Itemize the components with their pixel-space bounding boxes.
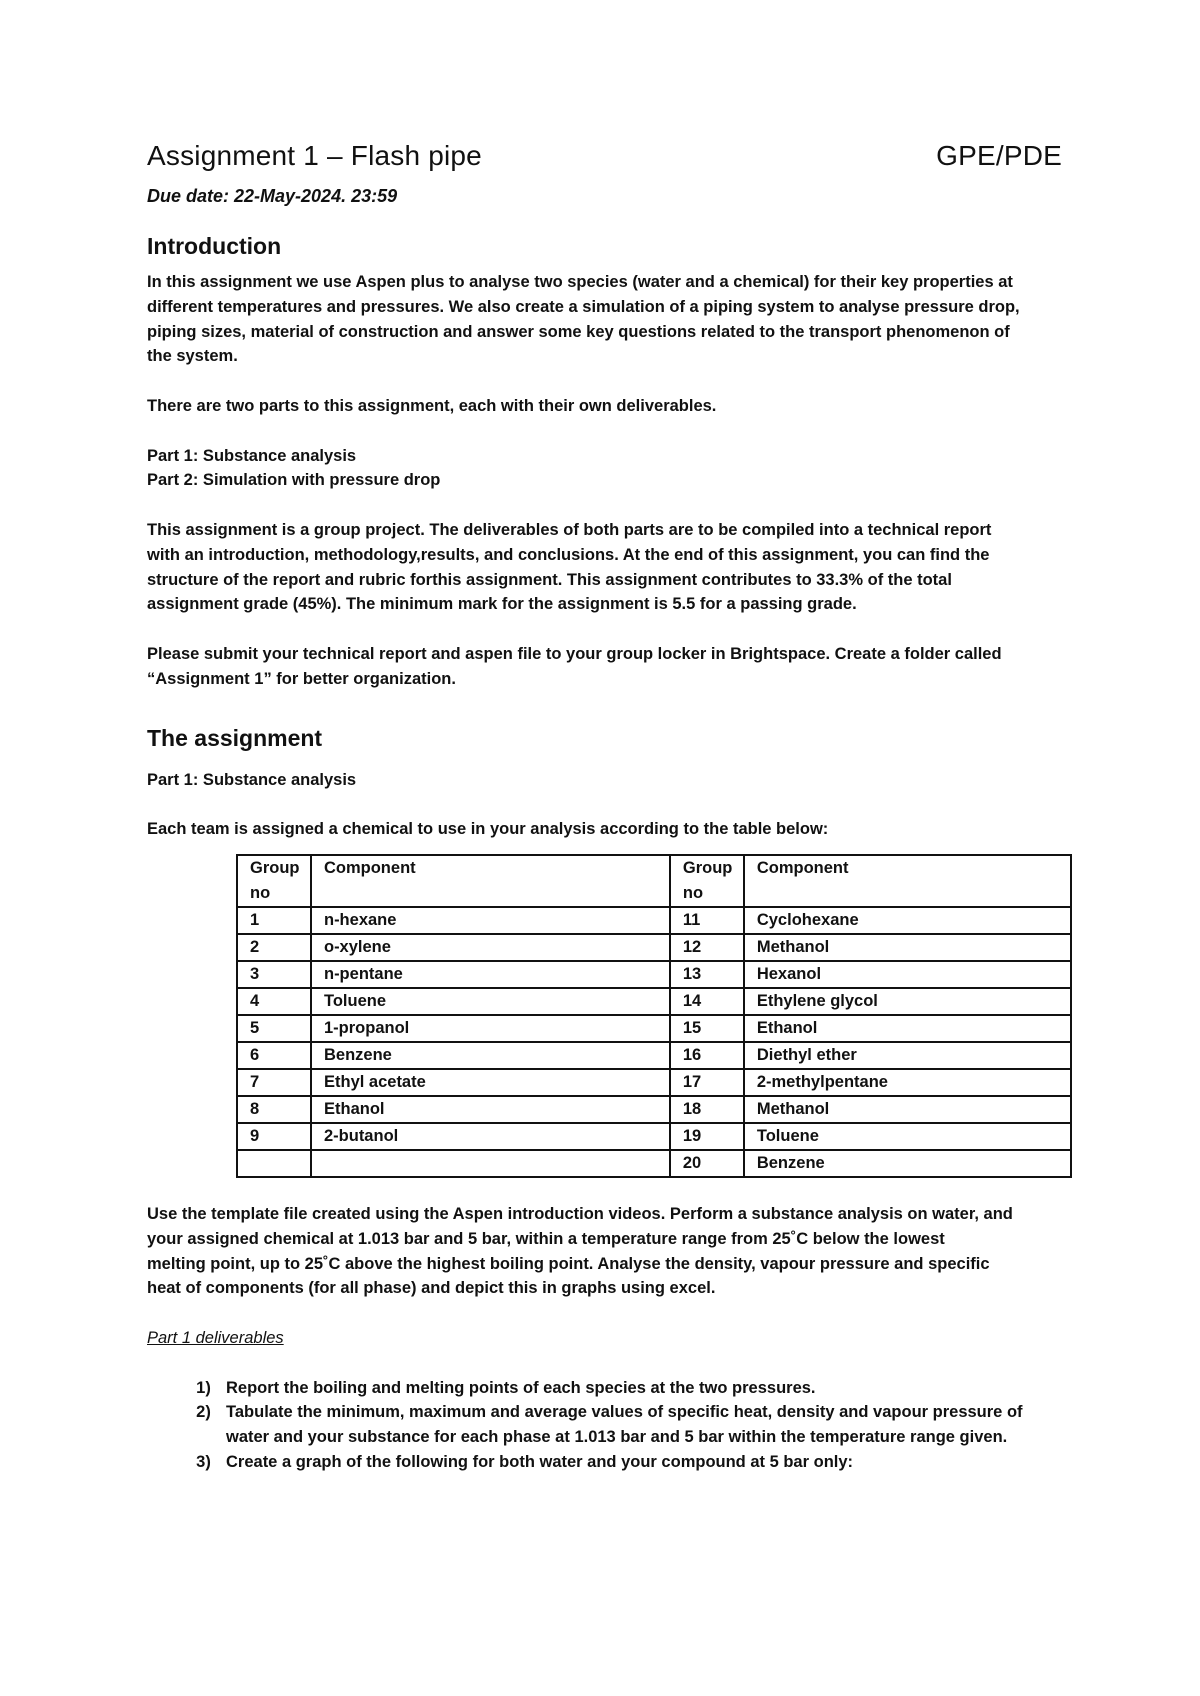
component-cell: Benzene: [744, 1150, 1071, 1177]
table-header-cell: Group no: [237, 855, 311, 907]
table-row: [237, 1069, 1071, 1096]
group-number-cell: 12: [670, 934, 744, 961]
component-cell: Ethyl acetate: [311, 1069, 670, 1096]
part1-label: Part 1: Substance analysis: [147, 446, 357, 465]
component-cell: Ethanol: [311, 1096, 670, 1123]
component-cell: [311, 1150, 670, 1177]
group-number-cell: 18: [670, 1096, 744, 1123]
group-number-cell: 6: [237, 1042, 311, 1069]
table-row: [237, 988, 1071, 1015]
table-row: [237, 1150, 1071, 1177]
group-number-cell: 15: [670, 1015, 744, 1042]
group-number-cell: 4: [237, 988, 311, 1015]
component-cell: 1-propanol: [311, 1015, 670, 1042]
component-cell: n-pentane: [311, 961, 670, 988]
group-project-paragraph: This assignment is a group project. The deliverables of both parts are to be compiled into a technical report with an introduction, methodology,results, and conclusions. At the end of this assignment, you can find the structure of the report and rubric forthis assignment. This assignment contributes to 33.3% of the total assignment grade (45%). The minimum mark for the assignment is 5.5 for a passing grade.: [147, 520, 992, 614]
component-cell: Ethanol: [744, 1015, 1071, 1042]
parts-paragraph: There are two parts to this assignment, each with their own deliverables.: [147, 396, 717, 415]
group-number-cell: 11: [670, 907, 744, 934]
component-cell: 2-butanol: [311, 1123, 670, 1150]
due-date: Due date: 22-May-2024. 23:59: [147, 186, 398, 206]
table-row: [237, 961, 1071, 988]
component-cell: Cyclohexane: [744, 907, 1071, 934]
document-page: [147, 140, 1062, 1475]
group-number-cell: 14: [670, 988, 744, 1015]
title-row: [147, 140, 1062, 184]
table-header-cell: Component: [311, 855, 670, 907]
group-number-cell: 20: [670, 1150, 744, 1177]
group-number-cell: 1: [237, 907, 311, 934]
deliverables-heading: Part 1 deliverables: [147, 1328, 284, 1347]
group-component-table: [236, 854, 1072, 1178]
introduction-heading: Introduction: [147, 233, 282, 259]
table-header-row: [237, 855, 1071, 907]
component-cell: Methanol: [744, 934, 1071, 961]
submission-paragraph: Please submit your technical report and aspen file to your group locker in Brightspace. Create a folder called “Assignment 1” for better organization.: [147, 644, 1002, 688]
deliverables-list: [147, 1376, 1062, 1475]
group-number-cell: 17: [670, 1069, 744, 1096]
group-number-cell: 3: [237, 961, 311, 988]
component-cell: Methanol: [744, 1096, 1071, 1123]
deliverable-item: 3. Create a graph of the following for both water and your compound at 5 bar only:: [220, 1450, 1062, 1475]
table-header-cell: Group no: [670, 855, 744, 907]
component-cell: Benzene: [311, 1042, 670, 1069]
component-cell: Ethylene glycol: [744, 988, 1071, 1015]
intro-paragraph: In this assignment we use Aspen plus to analyse two species (water and a chemical) for their key properties at different temperatures and pressures. We also create a simulation of a piping system to analyse pressure drop, piping sizes, material of construction and answer some key questions related to the transport phenomenon of the system.: [147, 273, 1020, 366]
table-row: [237, 1123, 1071, 1150]
group-number-cell: 16: [670, 1042, 744, 1069]
group-number-cell: 7: [237, 1069, 311, 1096]
table-intro: Each team is assigned a chemical to use in your analysis according to the table below:: [147, 820, 829, 839]
group-number-cell: [237, 1150, 311, 1177]
table-row: [237, 934, 1071, 961]
table-row: [237, 1096, 1071, 1123]
table-row: [237, 907, 1071, 934]
part1-heading: Part 1: Substance analysis: [147, 770, 357, 789]
course-code: GPE/PDE: [936, 140, 1062, 171]
component-cell: n-hexane: [311, 907, 670, 934]
table-row: [237, 1042, 1071, 1069]
table-row: [237, 1015, 1071, 1042]
group-number-cell: 2: [237, 934, 311, 961]
component-cell: Hexanol: [744, 961, 1071, 988]
component-cell: Toluene: [311, 988, 670, 1015]
group-number-cell: 13: [670, 961, 744, 988]
component-cell: Toluene: [744, 1123, 1071, 1150]
group-number-cell: 19: [670, 1123, 744, 1150]
component-cell: 2-methylpentane: [744, 1069, 1071, 1096]
deliverable-item: 1. Report the boiling and melting points of each species at the two pressures.: [220, 1376, 1062, 1401]
parts-list: [147, 444, 1062, 494]
group-number-cell: 9: [237, 1123, 311, 1150]
substance-analysis-paragraph: Use the template file created using the Aspen introduction videos. Perform a substance analysis on water, and your assigned chemical at 1.013 bar and 5 bar, within a temperature range from 25˚C below the lowest melting point, up to 25˚C above the highest boiling point. Analyse the density, vapour pressure and specific heat of components (for all phase) and depict this in graphs using excel.: [147, 1204, 1013, 1298]
deliverable-item: 2. Tabulate the minimum, maximum and average values of specific heat, density and vapour pressure of water and your substance for each phase at 1.013 bar and 5 bar within the temperature range given.: [220, 1400, 1062, 1450]
component-cell: Diethyl ether: [744, 1042, 1071, 1069]
group-number-cell: 5: [237, 1015, 311, 1042]
component-cell: o-xylene: [311, 934, 670, 961]
part2-label: Part 2: Simulation with pressure drop: [147, 471, 441, 490]
assignment-heading: The assignment: [147, 724, 323, 751]
table-header-cell: Component: [744, 855, 1071, 907]
page-title: Assignment 1 – Flash pipe: [147, 140, 482, 171]
group-number-cell: 8: [237, 1096, 311, 1123]
